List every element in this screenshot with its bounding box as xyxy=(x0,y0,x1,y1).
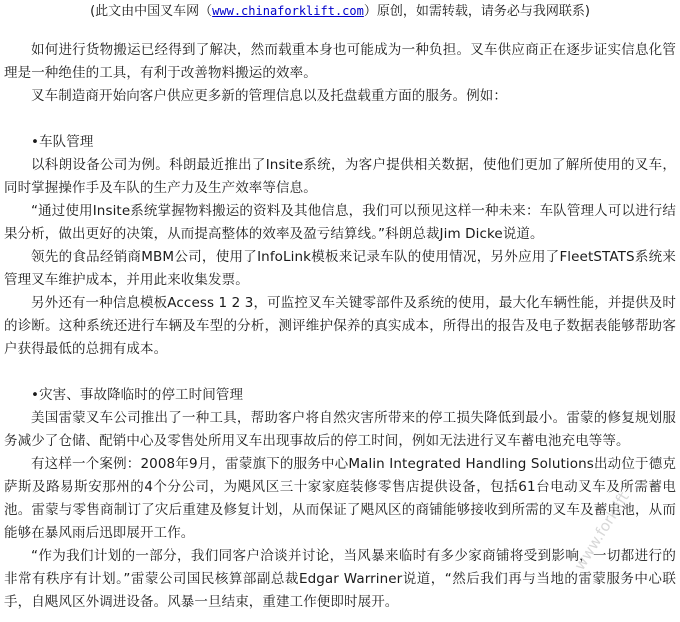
site-watermark: www.forklift xyxy=(570,488,633,574)
source-link[interactable]: www.chinaforklift.com xyxy=(212,4,364,18)
downtime-paragraph-3: “作为我们计划的一部分，我们同客户洽谈并讨论，当风暴来临时有多少家商铺将受到影响，一切都进行的非常有秩序有计划。”雷蒙公司国民核算部副总裁Edgar Warriner说道，“然后我们再与当地的雷蒙服务中心联手，自飓风区外调进设备。风暴一旦结束，重建工作便即时展开。 xyxy=(4,548,676,610)
section-title-fleet: •车队管理 xyxy=(31,134,94,150)
fleet-paragraph-2: “通过使用Insite系统掌握物料搬运的资料及其他信息，我们可以预见这样一种未来：车队管理人可以进行结果分析，做出更好的决策，从而提高整体的效率及盈亏结算线。”科朗总裁Jim Dicke说道。 xyxy=(4,203,676,242)
downtime-paragraph-2: 有这样一个案例：2008年9月，雷蒙旗下的服务中心Malin Integrated Handling Solutions出动位于德克萨斯及路易斯安那州的4个分公司，为飓风区三十家家庭装修零售店提供设备，包括61台电动叉车及所需蓄电池。雷蒙与零售商制订了灾后重建及修复计划，从而保证了飓风区的商铺能够接收到所需的叉车及蓄电池，从而能够在暴风雨后迅即展开工作。 xyxy=(4,456,676,541)
copyright-notice xyxy=(0,2,680,21)
section-title-downtime: •灾害、事故降临时的停工时间管理 xyxy=(31,387,244,403)
fleet-paragraph-3: 领先的食品经销商MBM公司，使用了InfoLink模板来记录车队的使用情况，另外应用了FleetSTATS系统来管理叉车维护成本，并用此来收集发票。 xyxy=(4,249,676,288)
downtime-paragraph-1: 美国雷蒙叉车公司推出了一种工具，帮助客户将自然灾害所带来的停工损失降低到最小。雷蒙的修复规划服务减少了仓储、配销中心及零售处所用叉车出现事故后的停工时间，例如无法进行叉车蓄电池充电等等。 xyxy=(4,410,676,449)
fleet-paragraph-4: 另外还有一种信息模板Access 1 2 3，可监控叉车关键零部件及系统的使用，最大化车辆性能，并提供及时的诊断。这种系统还进行车辆及车型的分析，测评维护保养的真实成本，所得出的报告及电子数据表能够帮助客户获得最低的总拥有成本。 xyxy=(4,295,676,357)
fleet-paragraph-1: 以科朗设备公司为例。科朗最近推出了Insite系统，为客户提供相关数据，使他们更加了解所使用的叉车，同时掌握操作手及车队的生产力及生产效率等信息。 xyxy=(4,157,676,196)
paragraph-gap xyxy=(4,361,676,384)
intro-paragraph-2: 叉车制造商开始向客户供应更多新的管理信息以及托盘载重方面的服务。例如： xyxy=(31,88,507,104)
copyright-suffix: ）原创，如需转载，请务必与我网联系) xyxy=(363,4,590,19)
intro-paragraph-1: 如何进行货物搬运已经得到了解决，然而载重本身也可能成为一种负担。叉车供应商正在逐步证实信息化管理是一种绝佳的工具，有利于改善物料搬运的效率。 xyxy=(4,42,676,81)
copyright-prefix: (此文由中国叉车网（ xyxy=(90,4,213,19)
article-body xyxy=(4,39,676,614)
paragraph-gap xyxy=(4,108,676,131)
